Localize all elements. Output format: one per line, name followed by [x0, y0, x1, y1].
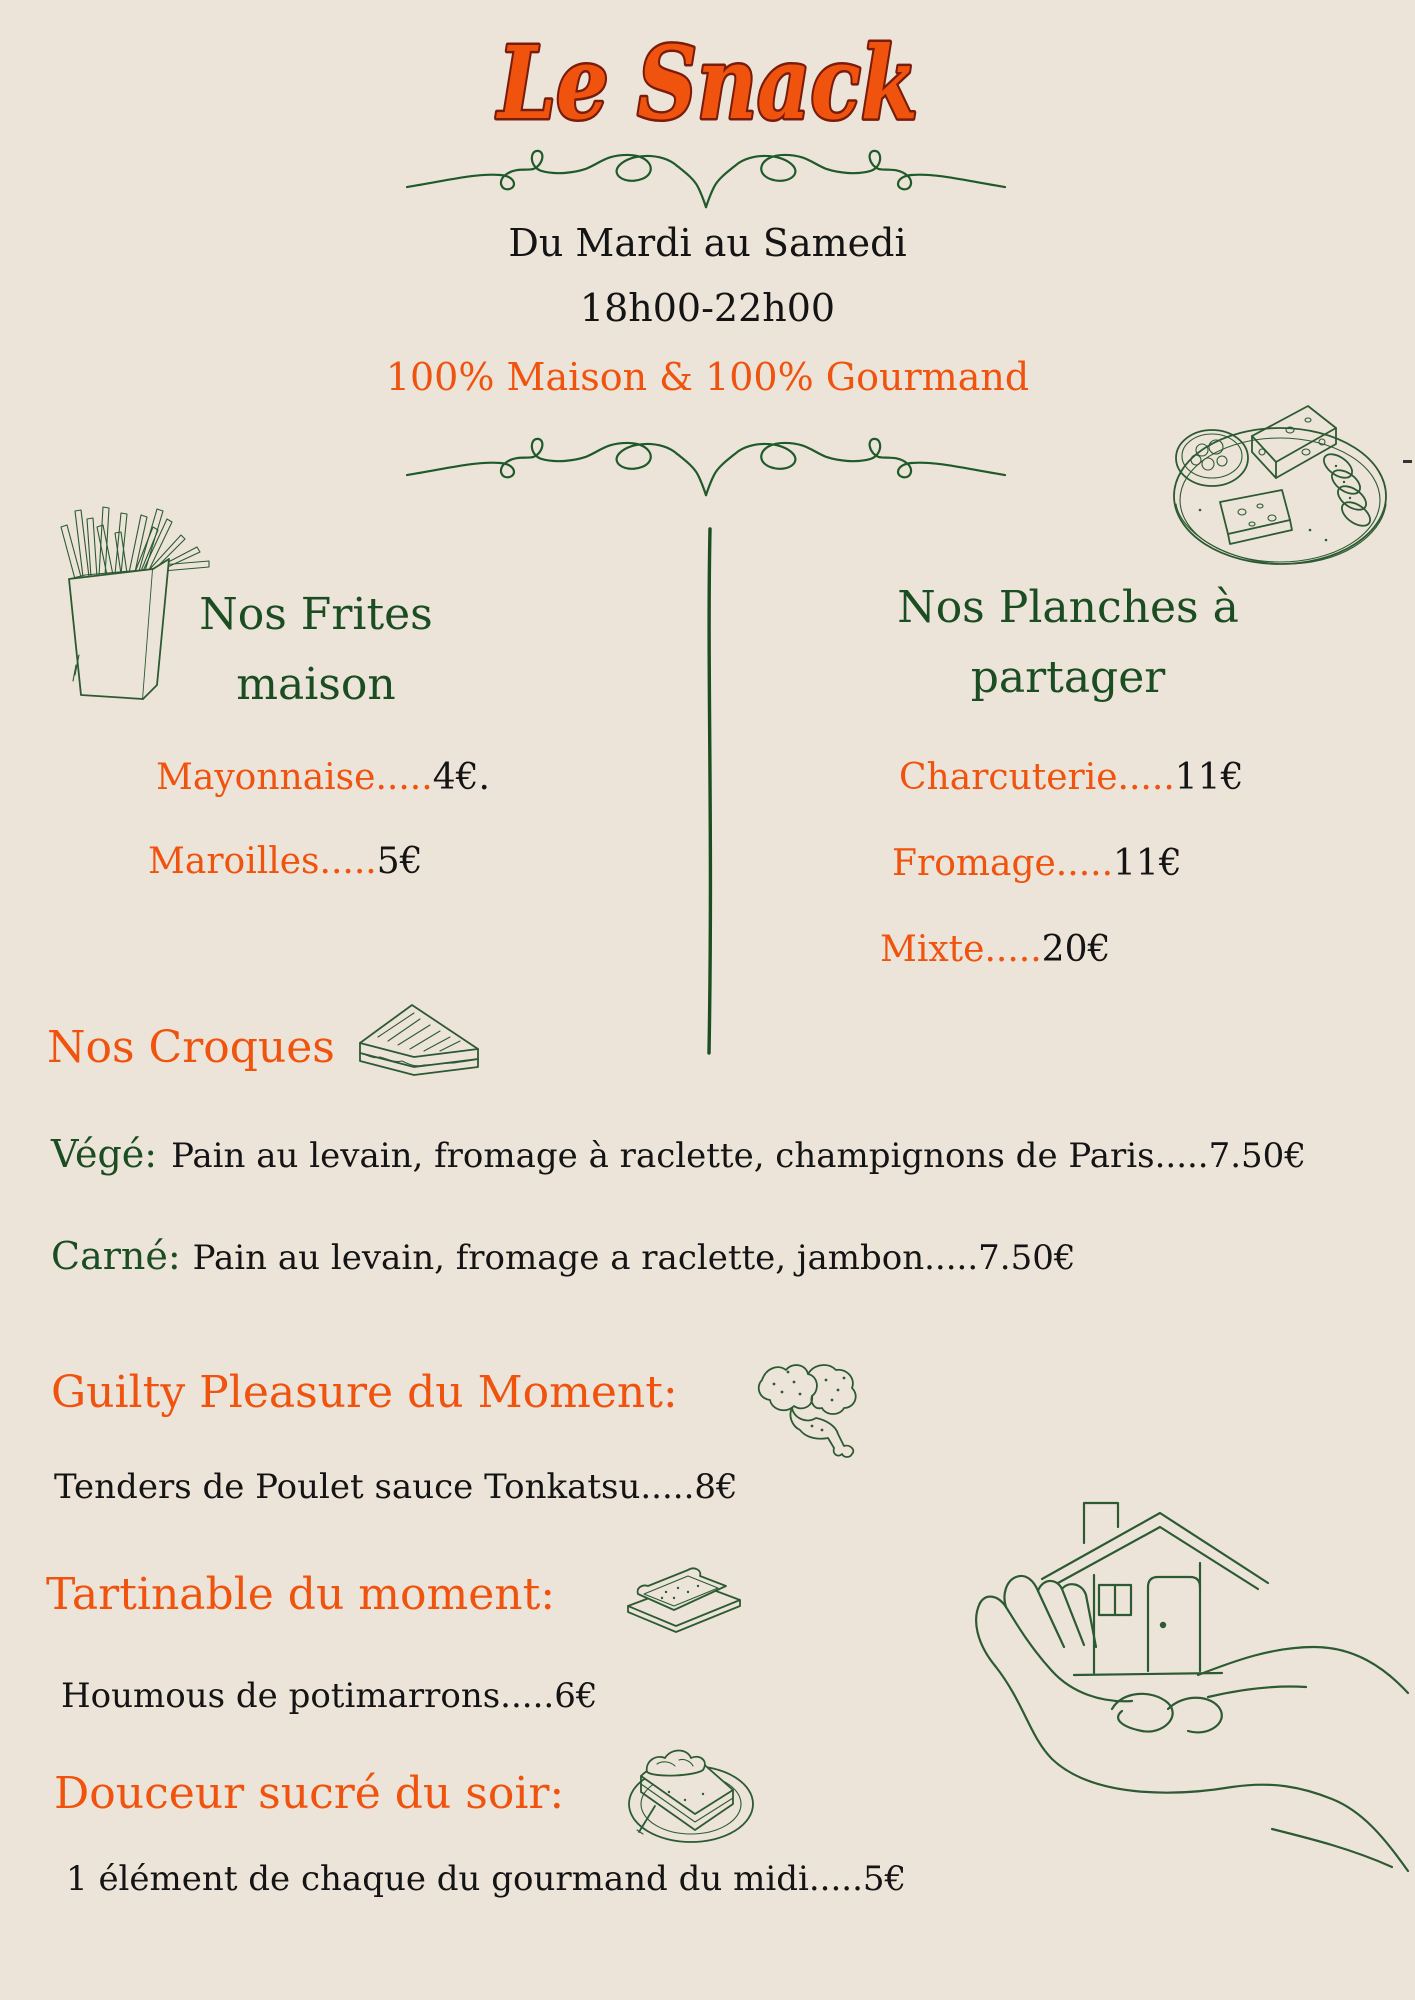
item-price: 5€ [376, 841, 423, 882]
menu-title: Le Snack [495, 24, 918, 142]
sandwich-icon [354, 997, 484, 1079]
item-name: Charcuterie..... [899, 757, 1175, 798]
flourish-ornament [405, 430, 1007, 502]
croque-description: Pain au levain, fromage à raclette, champignons de Paris.....7.50€ [171, 1136, 1306, 1176]
douceur-heading: Douceur sucré du soir: [54, 1768, 565, 1819]
croque-label: Végé: [51, 1132, 158, 1176]
douceur-item: 1 élément de chaque du gourmand du midi.....5€ [66, 1859, 907, 1899]
cheese-board-icon [1160, 400, 1390, 570]
pie-slice-icon [625, 1742, 757, 1846]
croque-description: Pain au levain, fromage a raclette, jambon.....7.50€ [192, 1238, 1076, 1278]
flourish-ornament [405, 142, 1007, 214]
croque-label: Carné: [51, 1234, 181, 1278]
menu-item-charcuterie [899, 756, 1243, 799]
item-name: Mayonnaise..... [156, 757, 433, 798]
guilty-heading: Guilty Pleasure du Moment: [51, 1367, 678, 1418]
menu-item-fromage [892, 842, 1182, 885]
tagline: 100% Maison & 100% Gourmand [385, 355, 1030, 399]
title-logo [488, 18, 928, 143]
item-price: 11€ [1113, 843, 1182, 884]
frites-heading-line1: Nos Frites [199, 589, 433, 640]
toast-icon [622, 1564, 744, 1628]
vertical-divider [700, 525, 720, 1060]
edge-mark [1403, 460, 1412, 463]
guilty-item: Tenders de Poulet sauce Tonkatsu.....8€ [54, 1467, 738, 1507]
frites-heading [166, 580, 466, 720]
item-name: Fromage..... [892, 843, 1114, 884]
planches-heading-line1: Nos Planches à [897, 582, 1239, 633]
croque-vege [51, 1132, 1306, 1178]
item-price: 4€. [432, 757, 490, 798]
planches-heading-line2: partager [970, 652, 1166, 703]
item-name: Mixte..... [880, 929, 1042, 970]
croques-heading: Nos Croques [47, 1022, 335, 1073]
croque-carne [51, 1234, 1075, 1280]
menu-item-mayonnaise [156, 756, 490, 799]
frites-heading-line2: maison [236, 659, 396, 710]
chicken-tenders-icon [752, 1354, 868, 1460]
tartinable-item: Houmous de potimarrons.....6€ [61, 1676, 598, 1716]
item-name: Maroilles..... [148, 841, 377, 882]
menu-item-maroilles [148, 840, 423, 883]
menu-item-mixte [880, 928, 1110, 971]
tartinable-heading: Tartinable du moment: [46, 1569, 556, 1620]
hand-holding-house-icon [972, 1497, 1412, 1877]
item-price: 11€ [1174, 757, 1244, 798]
item-price: 20€ [1041, 929, 1111, 970]
opening-days: Du Mardi au Samedi [508, 221, 907, 265]
planches-heading [858, 573, 1278, 713]
opening-hours: 18h00-22h00 [579, 286, 836, 330]
